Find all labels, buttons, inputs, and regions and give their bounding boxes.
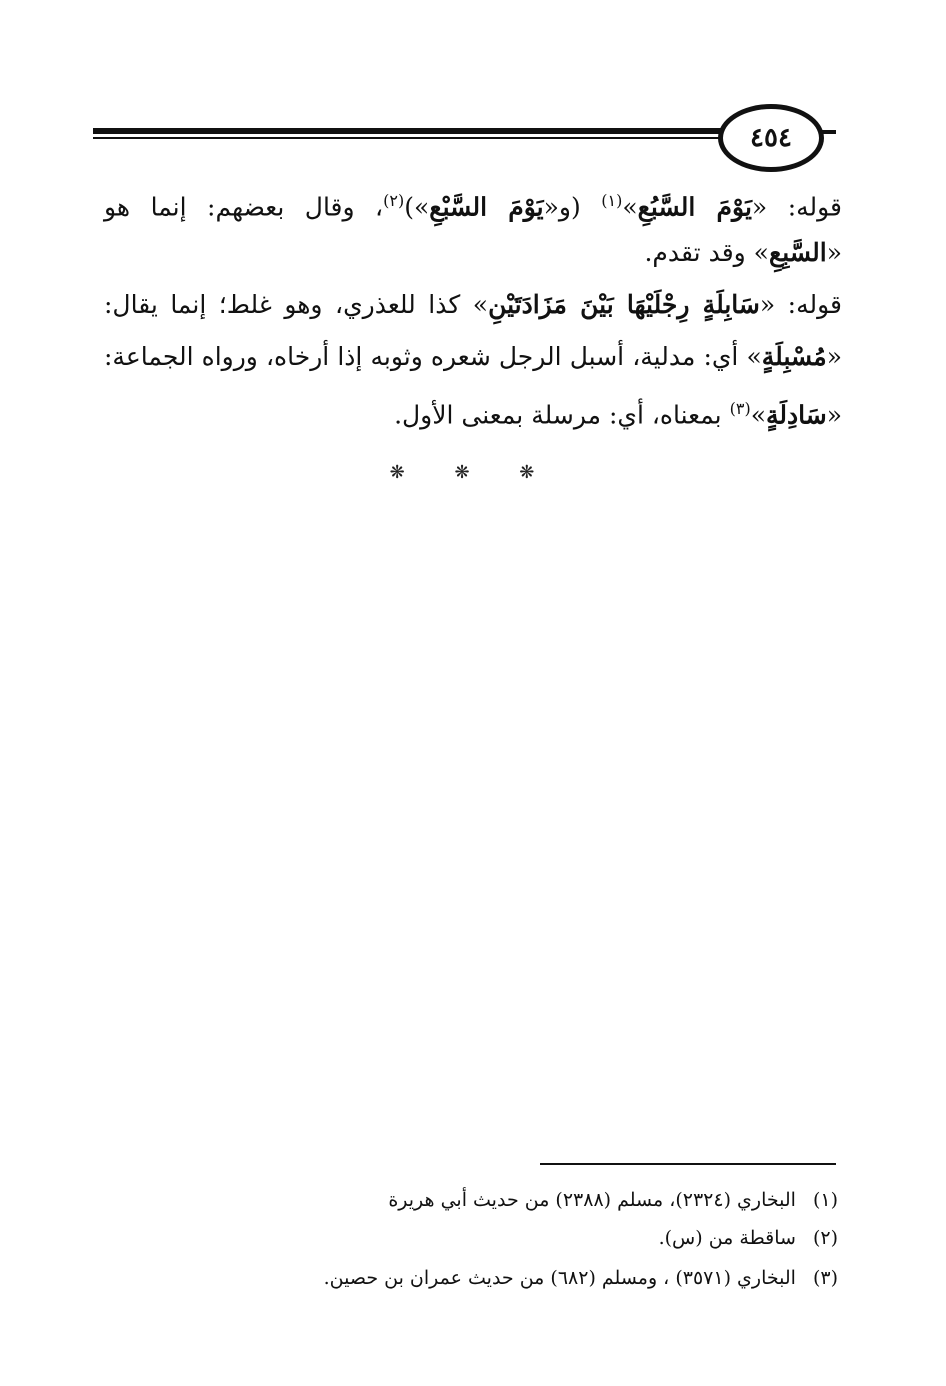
header-rule-thin xyxy=(93,137,733,139)
quoted-term: يَوْمَ السَّبُعِ xyxy=(637,192,752,222)
footnote-divider xyxy=(540,1163,836,1165)
text-run: قوله: « xyxy=(759,290,842,319)
footnote-text: البخاري (٣٥٧١) ، ومسلم (٦٨٢) من حديث عمران بن حصين. xyxy=(323,1267,796,1289)
text-line xyxy=(104,186,842,222)
text-run: ، وقال بعضهم: إنما هو xyxy=(104,192,384,222)
footnote-text: ساقطة من (س). xyxy=(658,1227,796,1249)
text-run: » xyxy=(750,400,766,430)
text-line xyxy=(104,342,842,372)
text-run: ») xyxy=(404,192,430,222)
text-run: « xyxy=(826,400,842,430)
footnote-text: البخاري (٢٣٢٤)، مسلم (٢٣٨٨) من حديث أبي هريرة xyxy=(388,1189,796,1211)
text-run: » وقد تقدم. xyxy=(644,238,769,267)
page-number: ٤٥٤ xyxy=(750,123,792,153)
section-separator: ❋ ❋ ❋ xyxy=(389,462,557,483)
text-run: « xyxy=(826,342,842,371)
footnote xyxy=(324,1266,838,1290)
quoted-term: سَابِلَةٍ رِجْلَيْهَا بَيْنَ مَزَادَتَيْنِ xyxy=(488,290,760,319)
text-run: قوله: « xyxy=(751,192,843,222)
quoted-term: مُسْبِلَةٍ xyxy=(761,342,827,371)
quoted-term: السَّبِعِ xyxy=(768,238,827,267)
footnote-ref: (١) xyxy=(601,191,623,210)
text-line xyxy=(394,394,842,430)
footnote xyxy=(659,1226,838,1250)
quoted-term: يَوْمَ السَّبْعِ xyxy=(429,192,544,222)
text-run: » كذا للعذري، وهو غلط؛ إنما يقال: xyxy=(104,290,489,319)
quoted-term: سَادِلَةٍ xyxy=(765,400,827,430)
footnote xyxy=(388,1188,838,1212)
footnote-ref: (٣) xyxy=(729,399,751,418)
footnote-ref: (٢) xyxy=(383,191,405,210)
footnote-number: (١) xyxy=(812,1189,838,1211)
text-line xyxy=(644,238,842,268)
text-run: (و« xyxy=(543,192,602,222)
text-run: » xyxy=(622,192,638,222)
footnote-number: (٢) xyxy=(812,1227,838,1249)
text-run: » أي: مدلية، أسبل الرجل شعره وثوبه إذا أرخاه، ورواه الجماعة: xyxy=(104,342,762,371)
header-rule-thick xyxy=(93,128,733,134)
text-line xyxy=(104,290,842,320)
text-run: « xyxy=(826,238,842,267)
page-number-frame xyxy=(718,104,824,172)
footnote-number: (٣) xyxy=(812,1267,838,1289)
text-run: بمعناه، أي: مرسلة بمعنى الأول. xyxy=(394,400,730,430)
